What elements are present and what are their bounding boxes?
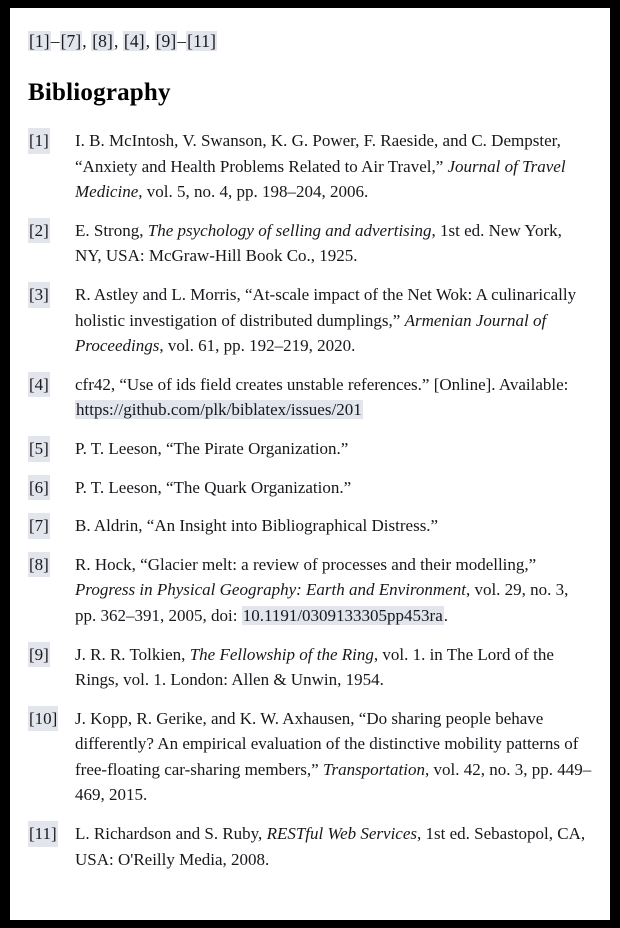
reference-label[interactable]: [5] <box>28 436 50 462</box>
reference-work-title: Progress in Physical Geography: Earth and Environment <box>75 580 466 600</box>
reference-text <box>75 645 554 690</box>
citation-separator: – <box>177 31 187 51</box>
reference-text-segment: cfr42, “Use of ids field creates unstable references.” [Online]. Available: <box>75 374 569 394</box>
reference-work-title: Transportation <box>322 759 425 779</box>
reference-text <box>75 824 585 869</box>
reference-text-segment: J. Kopp, R. Gerike, and K. W. Axhausen, “Do sharing people behave differently? An empirical evaluation of the distinctive mobility patterns of free-floating car-sharing members,” <box>75 708 579 779</box>
reference-text-segment: , vol. 61, pp. 192–219, 2020. <box>159 336 356 356</box>
citation-link[interactable]: [4] <box>123 31 145 51</box>
reference-item <box>28 218 592 269</box>
reference-text-segment: E. Strong, <box>75 220 148 240</box>
reference-list <box>28 128 592 872</box>
reference-text-segment: , vol. 5, no. 4, pp. 198–204, 2006. <box>138 182 369 202</box>
reference-text-segment: J. R. R. Tolkien, <box>75 644 190 664</box>
reference-text-segment: B. Aldrin, “An Insight into Bibliographical Distress.” <box>75 516 439 536</box>
reference-text-segment: , vol. 42, no. 3, pp. 449–469, 2015. <box>75 759 592 805</box>
citation-link[interactable]: [8] <box>92 31 113 51</box>
citation-link[interactable]: [1] <box>29 31 50 51</box>
reference-text <box>75 131 566 201</box>
citation-line <box>28 29 592 53</box>
reference-text <box>75 516 438 535</box>
reference-text-segment: I. B. McIntosh, V. Swanson, K. G. Power, F. Raeside, and C. Dempster, “Anxiety and Health Problems Related to Air Travel,” <box>75 131 561 176</box>
reference-item <box>28 128 592 205</box>
reference-item <box>28 706 592 808</box>
reference-text <box>75 709 591 805</box>
citation-separator: , <box>82 31 92 51</box>
reference-text <box>75 439 348 458</box>
reference-label[interactable]: [9] <box>28 642 50 668</box>
reference-text-segment: P. T. Leeson, “The Pirate Organization.” <box>75 438 349 458</box>
citation-link[interactable]: [9] <box>155 31 177 51</box>
citation-link[interactable]: [11] <box>187 31 217 51</box>
reference-item <box>28 475 592 501</box>
document-page <box>10 8 610 920</box>
reference-text-segment: R. Hock, “Glacier melt: a review of processes and their modelling,” <box>75 554 537 574</box>
reference-link[interactable]: 10.1191/0309133305pp453ra <box>242 605 443 625</box>
reference-text <box>75 555 568 625</box>
citation-separator: – <box>50 31 60 51</box>
reference-work-title: The psychology of selling and advertising <box>147 220 432 240</box>
citation-separator: , <box>113 31 123 51</box>
reference-label[interactable]: [8] <box>28 552 50 578</box>
reference-work-title: The Fellowship of the Ring <box>189 644 374 664</box>
reference-text <box>75 221 562 266</box>
reference-text-segment: . <box>443 605 449 625</box>
reference-text <box>75 375 568 420</box>
reference-text-segment: , 1st ed. New York, NY, USA: McGraw-Hill Book Co., 1925. <box>75 220 562 266</box>
reference-text-segment: , vol. 1. in The Lord of the Rings, vol. 1. London: Allen & Unwin, 1954. <box>75 644 554 690</box>
reference-label[interactable]: [10] <box>28 706 58 732</box>
reference-text <box>75 285 576 355</box>
reference-work-title: Armenian Journal of Proceedings <box>75 310 547 356</box>
reference-item <box>28 821 592 872</box>
reference-label[interactable]: [3] <box>28 282 50 308</box>
reference-item <box>28 642 592 693</box>
reference-text-segment: R. Astley and L. Morris, “At-scale impact of the Net Wok: A culinarically holistic investigation of distributed dumplings,” <box>75 284 577 330</box>
reference-text-segment: P. T. Leeson, “The Quark Organization.” <box>75 477 352 497</box>
page-title: Bibliography <box>28 79 171 106</box>
reference-text <box>75 478 351 497</box>
reference-item <box>28 436 592 462</box>
reference-label[interactable]: [6] <box>28 475 50 501</box>
reference-label[interactable]: [4] <box>28 372 50 398</box>
reference-label[interactable]: [7] <box>28 513 50 539</box>
reference-work-title: RESTful Web Services <box>266 824 418 844</box>
reference-item <box>28 552 592 629</box>
reference-link[interactable]: https://github.com/plk/biblatex/issues/201 <box>76 400 362 420</box>
reference-text-segment: , 1st ed. Sebastopol, CA, USA: O'Reilly Media, 2008. <box>75 824 586 869</box>
reference-item <box>28 282 592 359</box>
reference-text-segment: L. Richardson and S. Ruby, <box>75 824 267 844</box>
citation-separator: , <box>145 31 155 51</box>
reference-label[interactable]: [11] <box>28 821 58 847</box>
citation-link[interactable]: [7] <box>60 31 82 51</box>
reference-label[interactable]: [1] <box>28 128 50 154</box>
reference-work-title: Journal of Travel Medicine <box>75 156 566 202</box>
reference-item <box>28 513 592 539</box>
reference-text-segment: , vol. 29, no. 3, pp. 362–391, 2005, doi: <box>75 580 569 625</box>
reference-item <box>28 372 592 423</box>
reference-label[interactable]: [2] <box>28 218 50 244</box>
